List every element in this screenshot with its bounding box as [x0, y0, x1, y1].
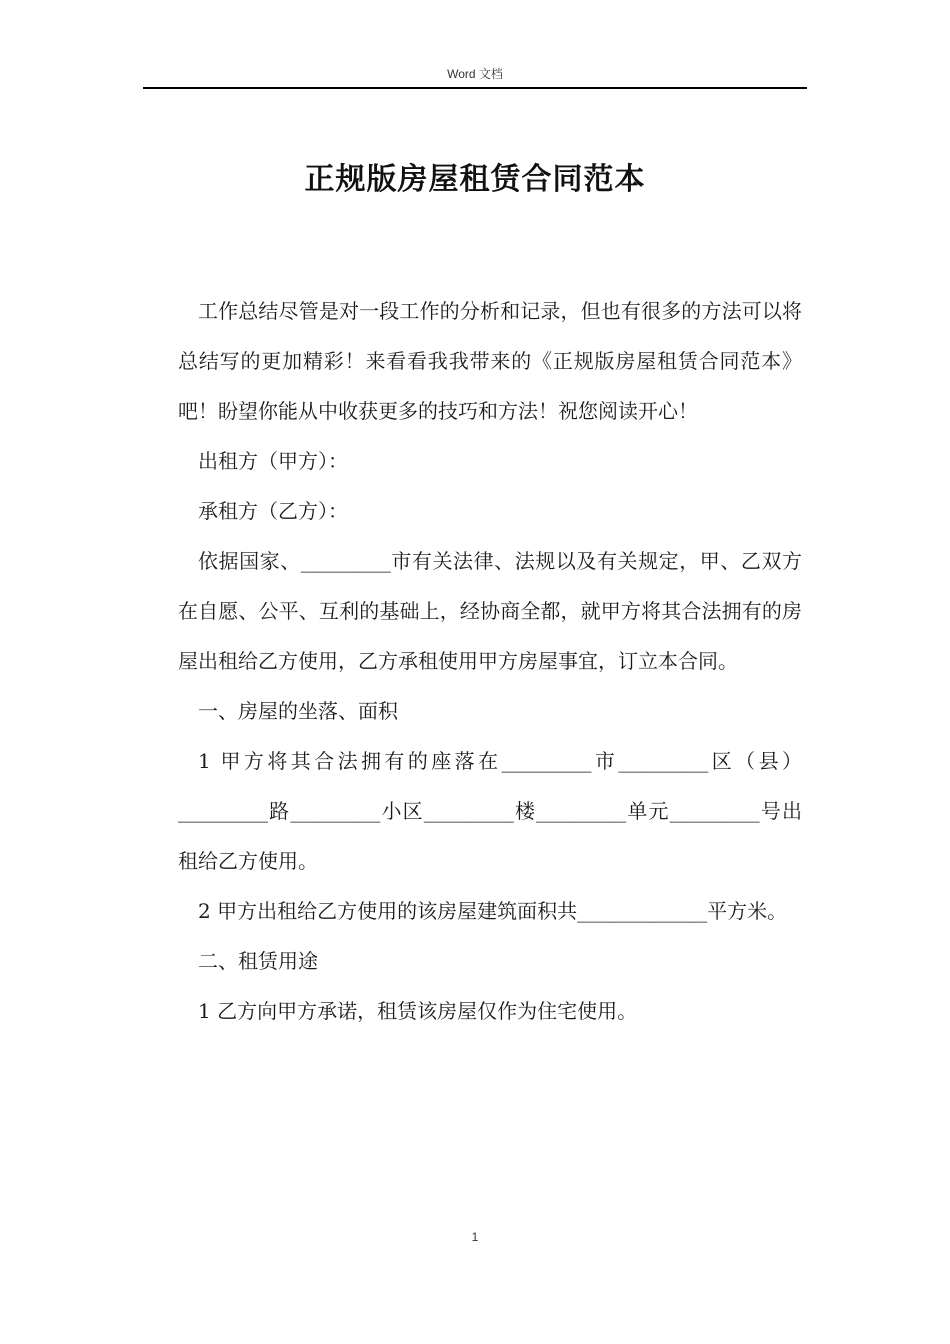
clause-location: 1 甲方将其合法拥有的座落在_________市_________区（县）_________路_________小区_________楼_________单元_________号出租给乙方使用。	[178, 749, 802, 873]
page-number: 1	[471, 1230, 479, 1244]
section-heading-purpose: 二、租赁用途	[198, 949, 318, 973]
header-divider	[143, 87, 807, 89]
paragraph-intro: 工作总结尽管是对一段工作的分析和记录，但也有很多的方法可以将总结写的更加精彩！来看看我我带来的《正规版房屋租赁合同范本》吧！盼望你能从中收获更多的技巧和方法！祝您阅读开心！	[178, 299, 802, 423]
section-heading-location: 一、房屋的坐落、面积	[198, 699, 398, 723]
paragraph-lessee: 承租方（乙方）：	[198, 499, 348, 523]
paragraph-lessor: 出租方（甲方）：	[198, 449, 348, 473]
clause-purpose: 1 乙方向甲方承诺，租赁该房屋仅作为住宅使用。	[198, 999, 638, 1023]
page-header: Word 文档	[447, 67, 503, 81]
paragraph-basis: 依据国家、_________市有关法律、法规以及有关规定，甲、乙双方在自愿、公平、互利的基础上，经协商全都，就甲方将其合法拥有的房屋出租给乙方使用，乙方承租使用甲方房屋事宜，订立本合同。	[178, 549, 802, 673]
clause-area: 2 甲方出租给乙方使用的该房屋建筑面积共_____________平方米。	[198, 899, 788, 923]
document-body	[178, 286, 802, 1036]
document-title: 正规版房屋租赁合同范本	[304, 162, 646, 197]
